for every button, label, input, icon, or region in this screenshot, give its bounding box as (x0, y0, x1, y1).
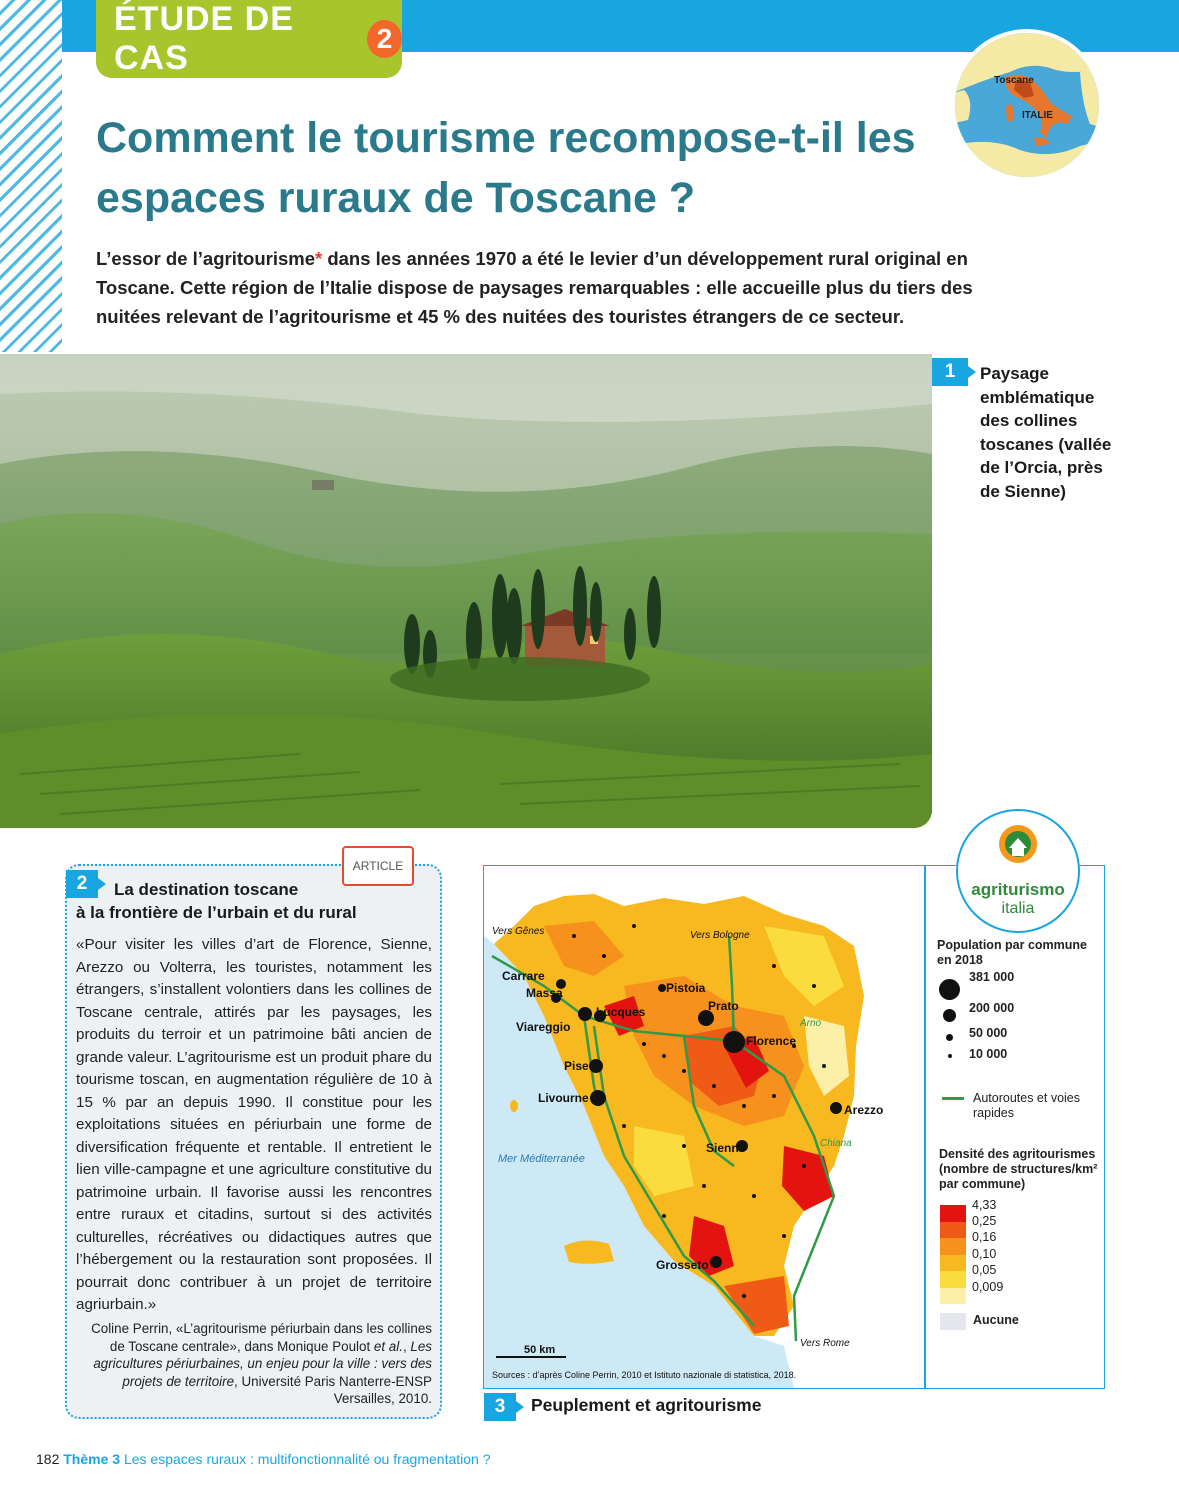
article-title (76, 878, 416, 924)
case-study-label: ÉTUDE DE CAS (114, 0, 294, 77)
legend-roads: Autoroutes et voies rapides (973, 1091, 1081, 1120)
locator-globe (950, 28, 1104, 182)
density-value-1: 4,33 (972, 1198, 997, 1212)
city-sienne: Sienne (706, 1141, 746, 1155)
page-number: 182 (36, 1451, 60, 1467)
city-carrare: Carrare (502, 969, 545, 983)
intro-part2: dans les années 1970 a été le levier d’un développement rural original en Toscane. Cette région de l’Italie dispose de paysages remarquables : elle accueille plus du tiers des nuitées relevant de l’agritourisme et 45 % des nuitées des touristes étrangers de ce secteur. (96, 248, 973, 327)
hatch-decoration (0, 0, 62, 352)
population-value-1: 381 000 (969, 970, 1015, 984)
sea-label: Mer Méditerranée (498, 1153, 585, 1165)
density-swatch-3 (940, 1238, 966, 1255)
source-book-title: Les agricultures périurbaines, un enjeu pour la ville : vers des projets de territoire (93, 1338, 432, 1389)
doc3-title: Peuplement et agritourisme (531, 1395, 762, 1415)
logo-line1: agriturismo (971, 880, 1065, 899)
article-body: «Pour visiter les villes d’art de Florence, Sienne, Arezzo ou Volterra, les touristes, notamment les étrangers, s’installent volontiers dans les collines de Toscane centrale, attirés par les paysages, les produits du terroir et un patrimoine bâti ancien de grande valeur. L’agritourisme est un produit phare du tourisme toscan, en augmentation régulière de 10 à 15 % par an depuis 1990. Il constitue pour les exploitations situées en périurbain une forme de diversification fréquente et rentable. Il entretient le lien ville-campagne et une agriculture constitutive du patrimoine urbain. Il favorise aussi les rencontres entre ruraux et citadins, surtout si des activités culturelles, récréatives ou didactiques autres que l’hébergement ou la restauration sont proposées. Il pourrait donc contribuer à un projet de territoire agriurbain.» (76, 936, 432, 1313)
density-swatch-4 (940, 1255, 966, 1272)
population-dot-large (939, 979, 960, 1000)
tuscany-landscape-photo (0, 354, 932, 828)
direction-genes: Vers Gênes (492, 926, 545, 937)
river-chiana: Chiana (820, 1138, 852, 1149)
tuscany-map (484, 866, 924, 1388)
city-massa: Massa (526, 986, 563, 1000)
article-source (76, 1320, 432, 1408)
legend-population-title: Population par commune en 2018 (937, 938, 1088, 967)
agriturismo-italia-logo (955, 808, 1081, 934)
case-study-number: 2 (367, 20, 402, 58)
population-value-2: 200 000 (969, 1001, 1015, 1015)
article-title-line2: à la frontière de l’urbain et du rural (76, 903, 357, 922)
doc2-number-badge: 2 (66, 870, 98, 898)
population-value-3: 50 000 (969, 1026, 1008, 1040)
city-livourne: Livourne (538, 1091, 589, 1105)
density-swatch-5 (940, 1271, 966, 1288)
none-swatch (940, 1313, 966, 1330)
doc1-number-badge: 1 (932, 358, 968, 386)
intro-part1: L’essor de l’agritourisme (96, 248, 315, 269)
city-prato: Prato (708, 999, 739, 1013)
density-value-5: 0,05 (972, 1263, 997, 1277)
density-value-4: 0,10 (972, 1247, 997, 1261)
city-pise: Pise (564, 1059, 589, 1073)
city-lucques: Lucques (596, 1005, 646, 1019)
article-title-line1: La destination toscane (114, 880, 299, 899)
scale-label: 50 km (524, 1344, 556, 1356)
logo-line2: italia (1001, 900, 1035, 917)
map-sources: Sources : d’après Coline Perrin, 2010 et Istituto nazionale di statistica, 2018. (492, 1370, 797, 1380)
source-part-b: , (402, 1338, 411, 1354)
doc3-number-badge: 3 (484, 1393, 516, 1421)
source-part-c: , Université Paris Nanterre-ENSP Versailles, 2010. (234, 1373, 432, 1406)
globe-label-italie: ITALIE (1022, 110, 1053, 121)
page-title: Comment le tourisme recompose-t-il les espaces ruraux de Toscane ? (96, 114, 916, 222)
page-footer (36, 1451, 491, 1467)
globe-label-toscane: Toscane (994, 75, 1034, 86)
city-pistoia: Pistoia (666, 981, 706, 995)
city-arezzo: Arezzo (844, 1103, 884, 1117)
population-value-4: 10 000 (969, 1047, 1008, 1061)
glossary-star: * (315, 248, 323, 269)
city-grosseto: Grosseto (656, 1258, 709, 1272)
direction-rome: Vers Rome (800, 1338, 850, 1349)
city-viareggio: Viareggio (516, 1020, 571, 1034)
doc1-caption: Paysage emblématique des collines toscanes (vallée de l’Orcia, près de Sienne) (980, 364, 1112, 501)
direction-bologne: Vers Bologne (690, 930, 750, 941)
legend-divider (924, 866, 926, 1388)
footer-subtitle: Les espaces ruraux : multifonctionnalité ou fragmentation ? (123, 1451, 491, 1467)
density-swatch-2 (940, 1222, 966, 1239)
source-et-al: et al. (373, 1338, 403, 1354)
case-study-tag (96, 0, 402, 78)
population-dot-small (946, 1034, 953, 1041)
density-value-3: 0,16 (972, 1230, 997, 1244)
density-swatch-1 (940, 1205, 966, 1222)
density-value-6: 0,009 (972, 1280, 1004, 1294)
density-value-2: 0,25 (972, 1214, 997, 1228)
footer-theme: Thème 3 (63, 1451, 121, 1467)
population-dot-tiny (948, 1054, 952, 1058)
population-dot-medium (943, 1009, 956, 1022)
road-legend-line (942, 1097, 964, 1100)
article-tag: ARTICLE (342, 846, 414, 886)
legend-density-title: Densité des agritourismes (nombre de structures/km² par commune) (939, 1147, 1098, 1191)
source-part-a: Coline Perrin, «L’agritourisme périurbain dans les collines de Toscane centrale», dans Monique Poulot (91, 1321, 432, 1354)
intro-paragraph (96, 244, 1016, 331)
density-swatch-6 (940, 1288, 966, 1305)
legend-none: Aucune (973, 1313, 1019, 1327)
river-arno: Arno (800, 1018, 822, 1029)
city-florence: Florence (746, 1034, 797, 1048)
